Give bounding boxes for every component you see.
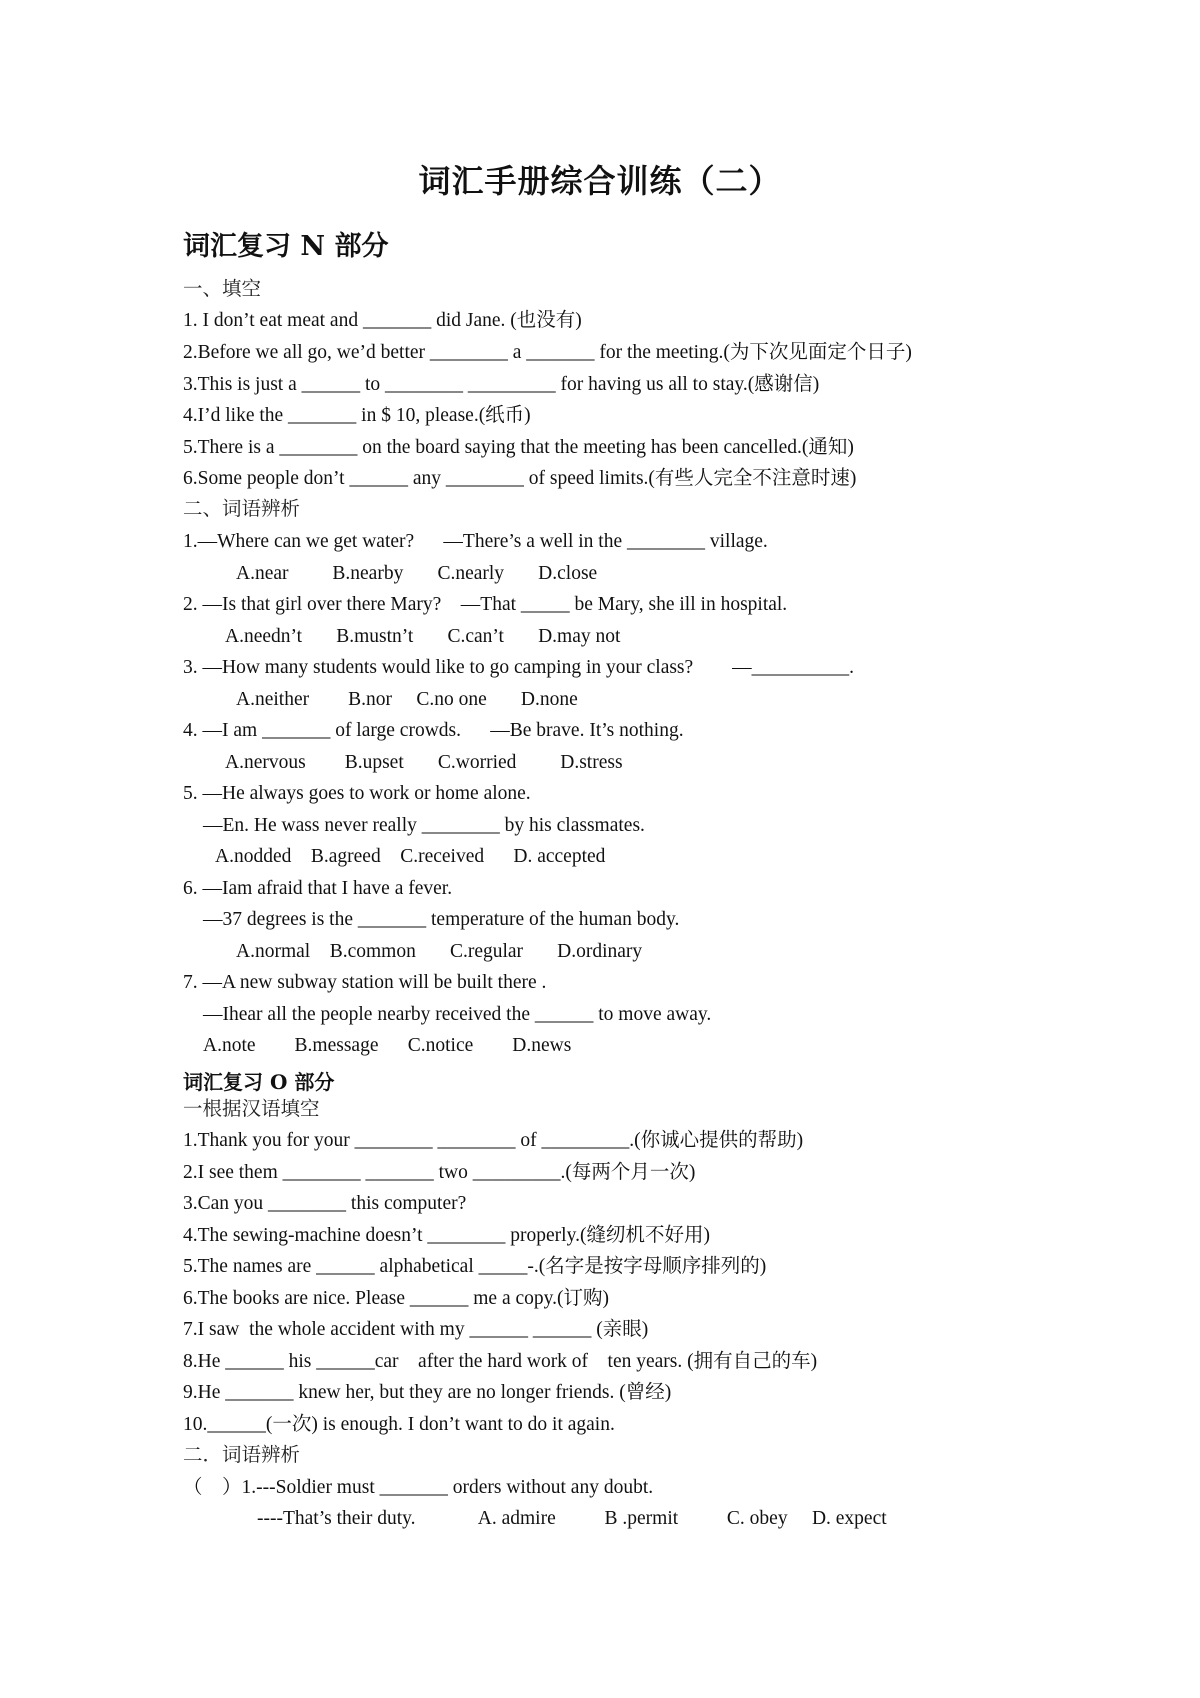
options-line: A.note B.message C.notice D.news — [203, 1035, 572, 1056]
question-line: 6. —Iam afraid that I have a fever. — [183, 878, 453, 899]
question-line: 1.—Where can we get water? —There’s a well in the ________ village. — [183, 531, 768, 552]
question-line: 2.Before we all go, we’d better ________ a _______ for the meeting.(为下次见面定个日子) — [183, 342, 912, 363]
question-line: 3.Can you ________ this computer? — [183, 1193, 467, 1214]
page-title: 词汇手册综合训练（二） — [418, 162, 782, 200]
question-line: —37 degrees is the _______ temperature of the human body. — [203, 909, 680, 930]
question-line: 6.Some people don’t ______ any ________ of speed limits.(有些人完全不注意时速) — [183, 468, 857, 489]
subheading-fill-n: 一、填空 — [183, 279, 262, 300]
question-line: 3. —How many students would like to go camping in your class? —__________. — [183, 657, 855, 678]
question-line: 7. —A new subway station will be built there . — [183, 972, 547, 993]
subheading-choice-o: 二．词语辨析 — [183, 1445, 301, 1466]
question-line: 4.I’d like the _______ in $ 10, please.(纸币) — [183, 405, 531, 426]
subheading-fill-o: 一根据汉语填空 — [183, 1099, 320, 1120]
question-line: 9.He _______ knew her, but they are no longer friends. (曾经) — [183, 1382, 672, 1403]
question-line: 5.There is a ________ on the board saying that the meeting has been cancelled.(通知) — [183, 437, 854, 458]
question-line: 1.Thank you for your ________ ________ of _________.(你诚心提供的帮助) — [183, 1130, 804, 1151]
section-heading-o: 词汇复习 O 部分 — [183, 1070, 335, 1094]
question-line: 5. —He always goes to work or home alone. — [183, 783, 531, 804]
question-line: （ ）1.---Soldier must _______ orders without any doubt. — [183, 1477, 654, 1498]
question-line: —Ihear all the people nearby received the ______ to move away. — [203, 1004, 712, 1025]
question-line: 3.This is just a ______ to ________ _________ for having us all to stay.(感谢信) — [183, 374, 820, 395]
question-line: 7.I saw the whole accident with my ______ ______ (亲眼) — [183, 1319, 649, 1340]
options-line: ----That’s their duty. A. admire B .permit C. obey D. expect — [257, 1508, 887, 1529]
question-line: 2. —Is that girl over there Mary? —That _____ be Mary, she ill in hospital. — [183, 594, 788, 615]
question-line: 8.He ______ his ______car after the hard work of ten years. (拥有自己的车) — [183, 1351, 818, 1372]
options-line: A.normal B.common C.regular D.ordinary — [236, 941, 643, 962]
options-line: A.near B.nearby C.nearly D.close — [236, 563, 598, 584]
options-line: A.needn’t B.mustn’t C.can’t D.may not — [225, 626, 621, 647]
question-line: 2.I see them ________ _______ two _________.(每两个月一次) — [183, 1162, 696, 1183]
question-line: —En. He wass never really ________ by his classmates. — [203, 815, 645, 836]
question-line: 10.______(一次) is enough. I don’t want to do it again. — [183, 1414, 615, 1435]
question-line: 5.The names are ______ alphabetical _____-.(名字是按字母顺序排列的) — [183, 1256, 767, 1277]
question-line: 6.The books are nice. Please ______ me a copy.(订购) — [183, 1288, 609, 1309]
question-line: 1. I don’t eat meat and _______ did Jane. (也没有) — [183, 310, 582, 331]
question-line: 4. —I am _______ of large crowds. —Be brave. It’s nothing. — [183, 720, 684, 741]
section-heading-n: 词汇复习 N 部分 — [183, 231, 389, 262]
subheading-choice-n: 二、词语辨析 — [183, 499, 301, 520]
options-line: A.neither B.nor C.no one D.none — [236, 689, 578, 710]
options-line: A.nodded B.agreed C.received D. accepted — [215, 846, 606, 867]
question-line: 4.The sewing-machine doesn’t ________ properly.(缝纫机不好用) — [183, 1225, 710, 1246]
options-line: A.nervous B.upset C.worried D.stress — [225, 752, 623, 773]
